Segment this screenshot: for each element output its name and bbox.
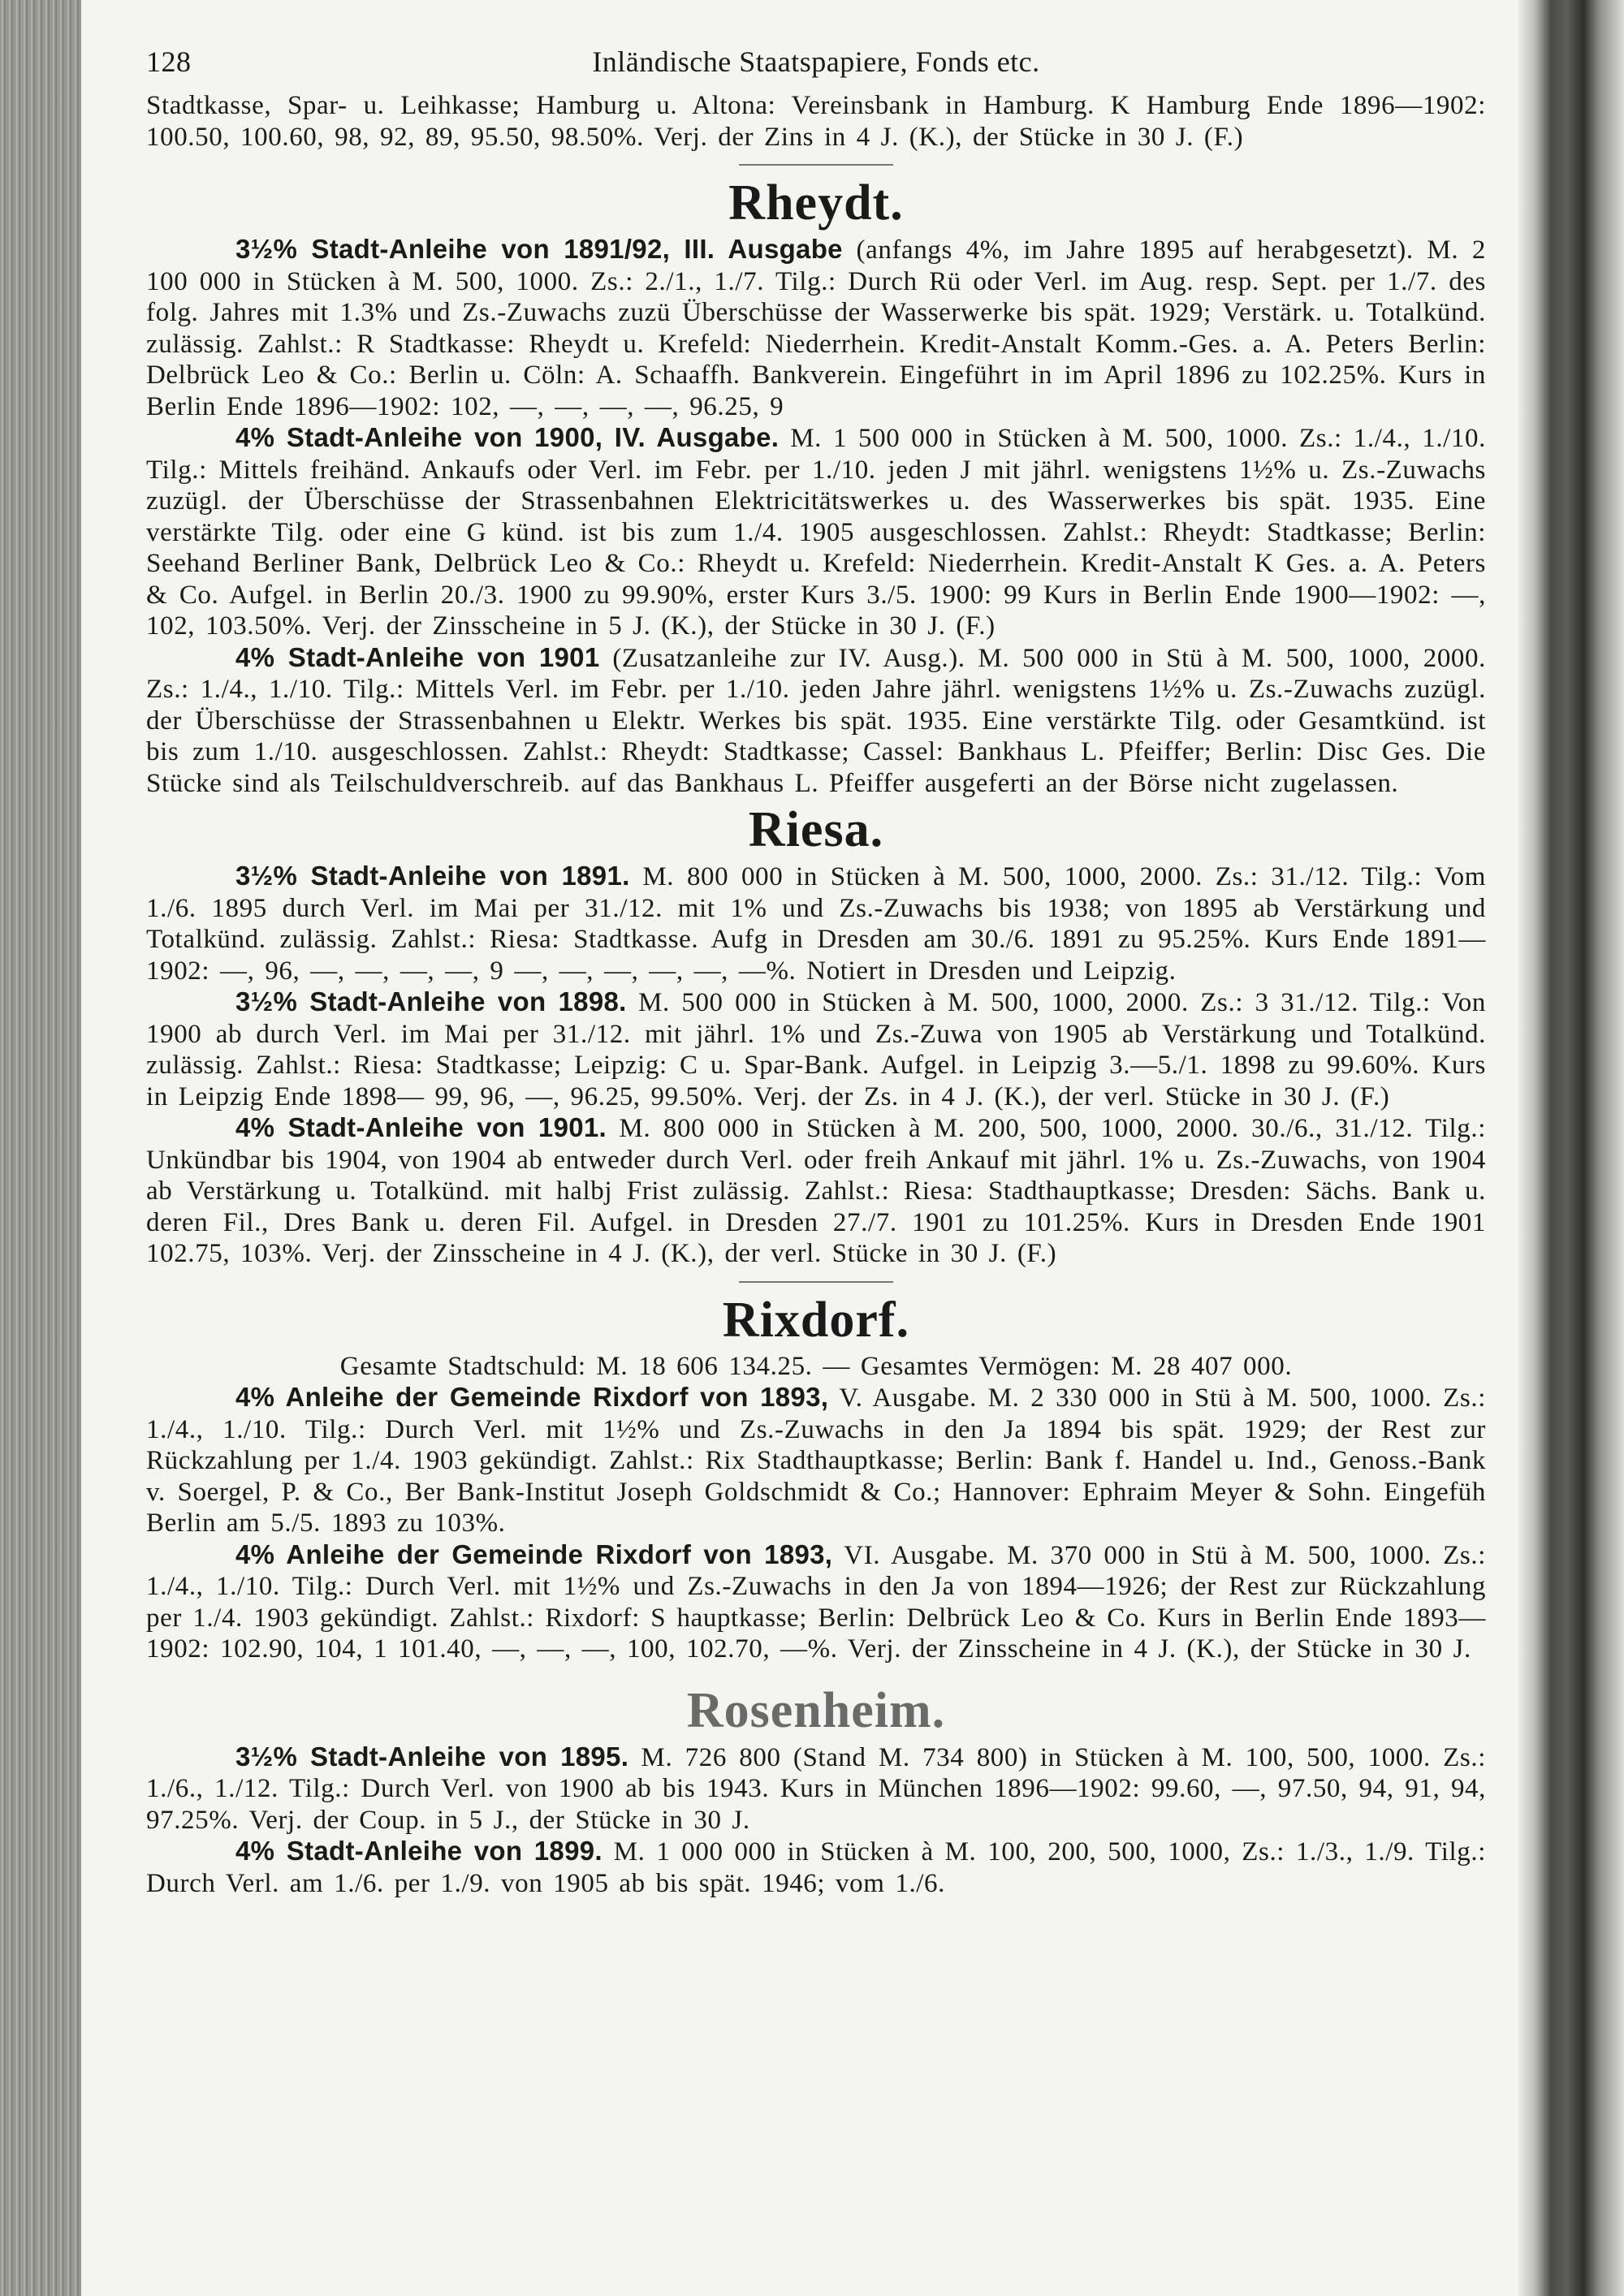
loan-title: 4% Stadt-Anleihe von 1901: [235, 641, 600, 672]
page-number: 128: [146, 45, 192, 78]
loan-entry: [146, 422, 1486, 642]
loan-details: M. 1 000 000 in Stücken à M. 100, 200, 500, 1000, Zs.: 1./3., 1./9. Tilg.: Durch Verl. am 1./6. per 1./9. von 1905 ab bis spät. 1946; vom 1./6.: [146, 1837, 1486, 1898]
loan-title: 4% Stadt-Anleihe von 1899.: [235, 1836, 603, 1866]
loan-details: (Zusatzanleihe zur IV. Ausg.). M. 500 000 in Stü à M. 500, 1000, 2000. Zs.: 1./4., 1./10. Tilg.: Mittels Verl. im Febr. per 1./10. jeden Jahre jährl. wenigstens 1½% u. Zs.-Zuwachs zuzügl. der Überschüsse der Strassenbahnen u Elektr. Werkes bis spät. 1935. Eine verstärkte Tilg. oder Gesamtkünd. ist bis zum 1./10. ausgeschlossen. Zahlst.: Rheydt: Stadtkasse; Cassel: Bankhaus L. Pfeiffer; Berlin: Disc Ges. Die Stücke sind als Teilschuldverschreib. auf das Bankhaus L. Pfeiffer ausgeferti an der Börse nicht zugelassen.: [146, 643, 1486, 798]
section-divider: [739, 164, 893, 166]
loan-title: 4% Stadt-Anleihe von 1901.: [235, 1112, 607, 1142]
loan-details: (anfangs 4%, im Jahre 1895 auf herabgesetzt). M. 2 100 000 in Stücken à M. 500, 1000. Zs.: 2./1., 1./7. Tilg.: Durch Rü oder Verl. im Aug. resp. Sept. per 1./7. des folg. Jahres mit 1.3% und Zs.-Zuwachs zuzü Überschüsse der Wasserwerke bis spät. 1929; Verstärk. u. Totalkünd. zulässig. Zahlst.: R Stadtkasse: Rheydt u. Krefeld: Niederrhein. Kredit-Anstalt Komm.-Ges. a. A. Peters Berlin: Delbrück Leo & Co.: Berlin u. Cöln: A. Schaaffh. Bankverein. Eingeführt in im April 1896 zu 102.25%. Kurs in Berlin Ende 1896—1902: 102, —, —, —, —, 96.25, 9: [146, 235, 1486, 421]
running-title: Inländische Staatspapiere, Fonds etc.: [592, 45, 1040, 78]
loan-entry: [146, 1112, 1486, 1270]
loan-details: M. 1 500 000 in Stücken à M. 500, 1000. Zs.: 1./4., 1./10. Tilg.: Mittels freihänd. Ankaufs oder Verl. im Febr. per 1./10. jeden J mit jährl. wenigstens 1½% u. Zs.-Zuwachs zuzügl. der Überschüsse der Strassenbahnen Elektricitätswerkes u. des Wasserwerkes bis spät. 1935. Eine verstärkte Tilg. oder eine G künd. ist bis zum 1./4. 1905 ausgeschlossen. Zahlst.: Rheydt: Stadtkasse; Berlin: Seehand Berliner Bank, Delbrück Leo & Co.: Rheydt u. Krefeld: Niederrhein. Kredit-Anstalt K Ges. a. A. Peters & Co. Aufgel. in Berlin 20./3. 1900 zu 99.90%, erster Kurs 3./5. 1900: 99 Kurs in Berlin Ende 1900—1902: —, 102, 103.50%. Verj. der Zinsscheine in 5 J. (K.), der Stücke in 30 J. (F.): [146, 424, 1486, 641]
loan-details: M. 500 000 in Stücken à M. 500, 1000, 2000. Zs.: 3 31./12. Tilg.: Von 1900 ab durch Verl. im Mai per 31./12. mit jährl. 1% und Zs.-Zuwa von 1905 ab Verstärkung und Totalkünd. zulässig. Zahlst.: Riesa: Stadtkasse; Leipzig: C u. Spar-Bank. Aufgel. in Leipzig 3.—5./1. 1898 zu 99.60%. Kurs in Leipzig Ende 1898— 99, 96, —, 96.25, 99.50%. Verj. der Zs. in 4 J. (K.), der verl. Stücke in 30 J. (F.): [146, 988, 1486, 1111]
loan-entry: [146, 642, 1486, 800]
loan-title: 3½% Stadt-Anleihe von 1895.: [235, 1741, 629, 1772]
loan-details: M. 800 000 in Stücken à M. 500, 1000, 2000. Zs.: 31./12. Tilg.: Vom 1./6. 1895 durch Verl. im Mai per 31./12. mit 1% und Zs.-Zuwachs bis 1938; von 1895 ab Verstärkung und Totalkünd. zulässig. Zahlst.: Riesa: Stadtkasse. Aufg in Dresden am 30./6. 1891 zu 95.25%. Kurs Ende 1891—1902: —, 96, —, —, —, —, 9 —, —, —, —, —, —%. Notiert in Dresden und Leipzig.: [146, 862, 1486, 986]
loan-title: 3½% Stadt-Anleihe von 1898.: [235, 986, 627, 1016]
loan-entry: [146, 1836, 1486, 1899]
city-heading-rosenheim: Rosenheim.: [686, 1682, 946, 1738]
continuation-paragraph: Stadtkasse, Spar- u. Leihkasse; Hamburg u. Altona: Vereinsbank in Hamburg. K Hamburg Ende 1896—1902: 100.50, 100.60, 98, 92, 89, 95.50, 98.50%. Verj. der Zins in 4 J. (K.), der Stücke in 30 J. (F.): [146, 91, 1486, 152]
loan-entry: [146, 861, 1486, 986]
loan-details: VI. Ausgabe. M. 370 000 in Stü à M. 500, 1000. Zs.: 1./4., 1./10. Tilg.: Durch Verl. mit 1½% und Zs.-Zuwachs in den Ja von 1894—1926; der Rest zur Rückzahlung per 1./4. 1903 gekündigt. Zahlst.: Rixdorf: S hauptkasse; Berlin: Delbrück Leo & Co. Kurs in Berlin Ende 1893—1902: 102.90, 104, 1 101.40, —, —, —, 100, 102.70, —%. Verj. der Zinsscheine in 4 J. (K.), der Stücke in 30 J.: [146, 1540, 1486, 1664]
running-head: [146, 45, 1486, 90]
city-heading-rheydt: Rheydt.: [728, 175, 904, 231]
loan-entry: [146, 1741, 1486, 1836]
city-heading-riesa: Riesa.: [748, 802, 884, 857]
loan-title: 4% Anleihe der Gemeinde Rixdorf von 1893,: [235, 1539, 833, 1569]
loan-details: V. Ausgabe. M. 2 330 000 in Stü à M. 500, 1000. Zs.: 1./4., 1./10. Tilg.: Durch Verl. mit 1½% und Zs.-Zuwachs in den Ja 1894 bis spät. 1929; der Rest zur Rückzahlung per 1./4. 1903 gekündigt. Zahlst.: Rix Stadthauptkasse; Berlin: Bank f. Handel u. Ind., Genoss.-Bank v. Soergel, P. & Co., Ber Bank-Institut Joseph Goldschmidt & Co.; Hannover: Ephraim Meyer & Sohn. Eingefüh Berlin am 5./5. 1893 zu 103%.: [146, 1383, 1486, 1538]
loan-title: 4% Anleihe der Gemeinde Rixdorf von 1893,: [235, 1382, 829, 1412]
right-scan-margin: [1518, 0, 1624, 2296]
loan-entry: [146, 1539, 1486, 1665]
loan-entry: [146, 234, 1486, 422]
loan-title: 3½% Stadt-Anleihe von 1891/92, III. Ausgabe: [235, 234, 843, 264]
city-heading-rixdorf: Rixdorf.: [722, 1292, 910, 1348]
loan-details: M. 726 800 (Stand M. 734 800) in Stücken à M. 100, 500, 1000. Zs.: 1./6., 1./12. Tilg.: Durch Verl. von 1900 ab bis 1943. Kurs in München 1896—1902: 99.60, —, 97.50, 94, 91, 94, 97.25%. Verj. der Coup. in 5 J., der Stücke in 30 J.: [146, 1742, 1486, 1835]
loan-entry: [146, 986, 1486, 1112]
loan-title: 4% Stadt-Anleihe von 1900, IV. Ausgabe.: [235, 422, 780, 452]
loan-entry: [146, 1382, 1486, 1539]
left-scan-margin: [0, 0, 81, 2296]
debt-summary: Gesamte Stadtschuld: M. 18 606 134.25. — Gesamtes Vermögen: M. 28 407 000.: [339, 1351, 1293, 1381]
loan-details: M. 800 000 in Stücken à M. 200, 500, 1000, 2000. 30./6., 31./12. Tilg.: Unkündbar bis 1904, von 1904 ab entweder durch Verl. oder freih Ankauf mit jährl. 1% u. Zs.-Zuwachs, von 1904 ab Verstärkung u. Totalkünd. mit halbj Frist zulässig. Zahlst.: Riesa: Stadthauptkasse; Dresden: Sächs. Bank u. deren Fil., Dres Bank u. deren Fil. Aufgel. in Dresden 27./7. 1901 zu 101.25%. Kurs in Dresden Ende 1901 102.75, 103%. Verj. der Zinsscheine in 4 J. (K.), der verl. Stücke in 30 J. (F.): [146, 1114, 1486, 1268]
section-divider: [739, 1281, 893, 1283]
loan-title: 3½% Stadt-Anleihe von 1891.: [235, 861, 630, 891]
page-content: [146, 45, 1486, 1899]
